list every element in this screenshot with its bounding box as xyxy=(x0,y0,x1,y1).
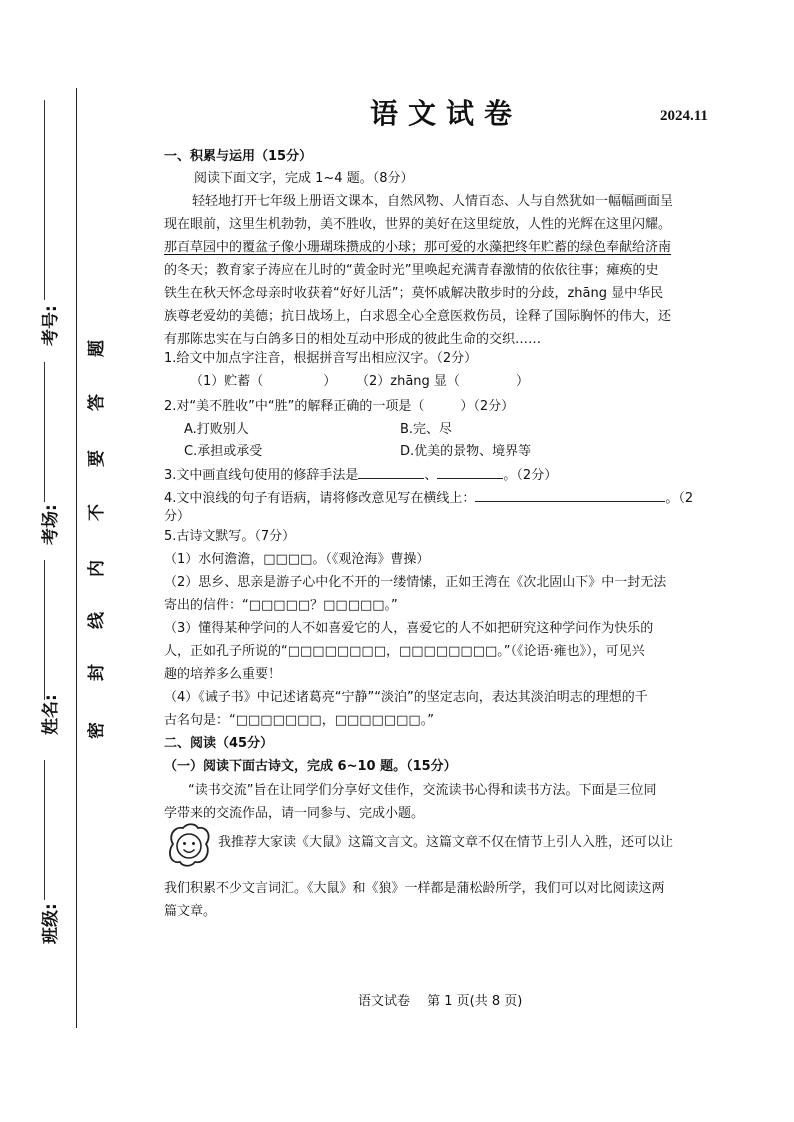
intro-line: 学带来的交流作品，请一同参与、完成小题。 xyxy=(164,806,425,821)
seal-char: 不 xyxy=(87,504,107,521)
question-2-text: 2.对“美不胜收”中“胜”的解释正确的一项是（ xyxy=(164,399,425,414)
passage-line: 有那陈忠实在与白鸽多日的相处互动中形成的彼此生命的交织…… xyxy=(164,332,542,347)
passage-line: 铁生在秋天怀念母亲时收获着“好好儿活”；莫怀戚解决散步时的分歧，zhāng 显中华民 xyxy=(164,286,664,301)
poem-line: 古名句是：“□□□□□□□，□□□□□□□。” xyxy=(164,713,434,728)
seal-char: 题 xyxy=(87,340,107,357)
name-label: 姓名: xyxy=(41,694,61,735)
exam-room-blank xyxy=(44,362,45,502)
answer-blank[interactable] xyxy=(263,373,323,385)
poem-line: （2）思乡、思亲是游子心中化不开的一缕情愫，正如王湾在《次北固山下》中一封无法 xyxy=(164,575,667,590)
seal-char: 线 xyxy=(87,612,107,629)
question-4-cont: 分） xyxy=(164,509,191,524)
question-4-text: 4.文中浪线的句子有语病，请将修改意见写在横线上： xyxy=(164,491,476,506)
answer-blank[interactable] xyxy=(460,373,516,385)
instruction: 阅读下面文字，完成 1~4 题。（8分） xyxy=(194,171,414,186)
answer-blank[interactable] xyxy=(358,466,424,479)
intro-line: “读书交流”旨在让同学们分享好文佳作，交流读书心得和读书方法。下面是三位同 xyxy=(188,783,657,798)
poem-line: 人，正如孔子所说的“□□□□□□□□，□□□□□□□□。”（《论语·雍也》），可见兴 xyxy=(164,644,645,659)
question-1b-close: ） xyxy=(515,374,529,389)
passage-line: 轻轻地打开七年级上册语文课本，自然风物、人情百态、人与自然犹如一幅幅画面呈 xyxy=(192,194,674,209)
speech-line: 我们积累不少文言词汇。《大鼠》和《狼》一样都是蒲松龄所学，我们可以对比阅读这两 xyxy=(164,881,665,896)
poem-line: （1）水何澹澹，□□□□。（《观沧海》曹操） xyxy=(164,552,430,567)
question-1a xyxy=(190,373,336,391)
question-3-sep: 、 xyxy=(424,468,438,483)
question-1b xyxy=(356,373,529,391)
question-4 xyxy=(164,489,693,508)
answer-blank[interactable] xyxy=(424,398,460,410)
speech-line: 篇文章。 xyxy=(164,904,217,919)
passage-line: 族尊老爱幼的美德；抗日战场上，白求恩全心全意医救伤员，诠释了国际胸怀的伟大，还 xyxy=(164,309,672,324)
question-1b-label: （2）zhāng 显（ xyxy=(356,374,460,389)
exam-date: 2024.11 xyxy=(660,108,708,124)
name-blank xyxy=(44,560,45,700)
question-2-close: ）（2分） xyxy=(460,399,515,414)
exam-number-blank xyxy=(44,100,45,300)
class-blank xyxy=(44,760,45,900)
question-3-end: 。（2分） xyxy=(503,468,558,483)
exam-number-label: 考号: xyxy=(41,305,61,346)
question-3-text: 3.文中画直线句使用的修辞手法是 xyxy=(164,468,359,483)
option: B.完、尽 xyxy=(400,422,453,437)
seal-char: 答 xyxy=(87,394,107,411)
section-heading: 二、阅读（45分） xyxy=(164,736,274,751)
exam-room-label: 考场: xyxy=(41,504,61,545)
seal-char: 内 xyxy=(87,560,107,577)
question-3 xyxy=(164,466,557,485)
option: C.承担或承受 xyxy=(184,444,263,459)
passage-line-underlined: 那百草园中的覆盆子像小珊瑚珠攒成的小球；那可爱的水藻把终年贮蓄的绿色奉献给济南 xyxy=(164,240,672,255)
seal-char: 密 xyxy=(87,722,107,739)
page-footer: 语文试卷 第 1 页(共 8 页) xyxy=(358,994,523,1009)
poem-line: 趣的培养多么重要！ xyxy=(164,667,282,682)
student-avatar-icon xyxy=(165,822,213,868)
page-title: 语文试卷 xyxy=(370,97,523,130)
option: A.打败别人 xyxy=(184,422,249,437)
question-1: 1.给文中加点字注音，根据拼音写出相应汉字。（2分） xyxy=(164,351,478,366)
sub-heading: （一）阅读下面古诗文，完成 6~10 题。（15分） xyxy=(164,759,457,774)
question-1a-label: （1）贮蓄（ xyxy=(190,374,264,389)
question-5: 5.古诗文默写。（7分） xyxy=(164,529,296,544)
poem-line: （4）《诫子书》中记述诸葛亮“宁静”“淡泊”的坚定志向，表达其淡泊明志的理想的千 xyxy=(164,690,648,705)
class-label: 班级: xyxy=(41,903,61,944)
option: D.优美的景物、境界等 xyxy=(400,444,532,459)
question-1a-close: ） xyxy=(323,374,337,389)
passage-line: 现在眼前，这里生机勃勃，美不胜收，世界的美好在这里绽放，人性的光辉在这里闪耀。 xyxy=(164,217,672,232)
binding-line xyxy=(76,88,77,1028)
question-4-end: 。（2 xyxy=(665,491,694,506)
seal-char: 要 xyxy=(87,450,107,467)
answer-blank[interactable] xyxy=(437,466,503,479)
passage-line: 的冬天；教育家子涛应在儿时的“黄金时光”里唤起充满青春激情的依依往事；瘫痪的史 xyxy=(164,263,659,278)
answer-blank[interactable] xyxy=(475,489,665,502)
poem-line: 寄出的信件：“□□□□□？□□□□□。” xyxy=(164,598,398,613)
poem-line: （3）懂得某种学问的人不如喜爱它的人，喜爱它的人不如把研究这种学问作为快乐的 xyxy=(164,621,654,636)
section-heading: 一、积累与运用（15分） xyxy=(164,149,313,164)
seal-char: 封 xyxy=(87,664,107,681)
speech-line: 我推荐大家读《大鼠》这篇文言文。这篇文章不仅在情节上引人入胜，还可以让 xyxy=(218,835,674,850)
question-2 xyxy=(164,398,514,416)
